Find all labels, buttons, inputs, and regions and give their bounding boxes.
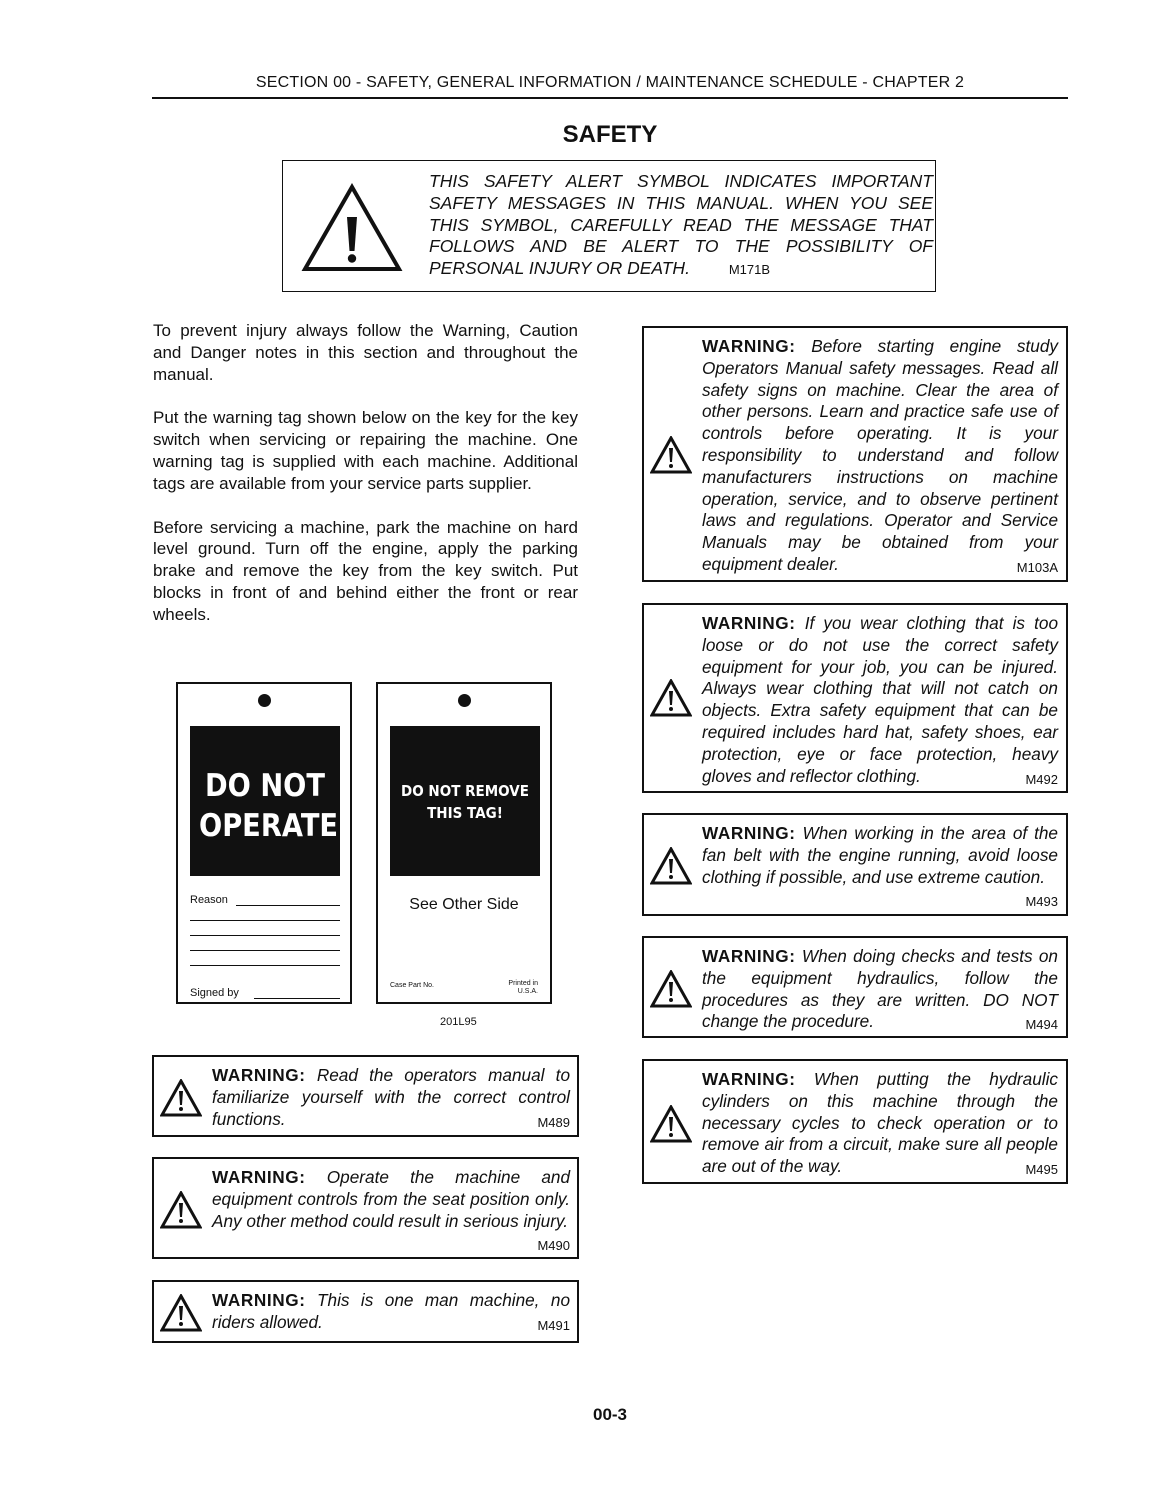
tag-back bbox=[376, 682, 552, 1004]
warning-message: When working in the area of the fan belt with the engine running, avoid loose clothing if possible, and use extreme caution. bbox=[702, 823, 1058, 887]
tag-reason-label: Reason bbox=[190, 894, 228, 906]
tag-front-title bbox=[199, 766, 339, 846]
warning-tag-figure bbox=[176, 682, 552, 1012]
tag-see-other-side: See Other Side bbox=[409, 896, 519, 913]
tag-line bbox=[190, 920, 340, 921]
warning-code: M491 bbox=[537, 1317, 570, 1333]
warning-box-m490 bbox=[152, 1157, 579, 1259]
warning-box-m492 bbox=[642, 603, 1068, 793]
warning-triangle-icon bbox=[160, 1079, 202, 1117]
tag-line bbox=[190, 935, 340, 936]
warning-message: If you wear clothing that is too loose or do not use the correct safety equipment for your job, you can be injured. Always wear clothing that will not catch on objects. Extra safety equipment that can be required includes hard hat, safety shoes, ear protection, eye or face protection, heavy gloves and reflector clothing. bbox=[702, 613, 1059, 786]
warning-box-m103a bbox=[642, 326, 1068, 582]
page-title: SAFETY bbox=[562, 121, 658, 148]
warning-triangle-icon bbox=[650, 1105, 692, 1143]
header-divider bbox=[152, 97, 1068, 99]
warning-label: WARNING: bbox=[212, 1167, 306, 1187]
warning-label: WARNING: bbox=[702, 1069, 796, 1089]
warning-box-m493 bbox=[642, 813, 1068, 916]
warning-box-m489 bbox=[152, 1055, 579, 1137]
warning-box-m494 bbox=[642, 936, 1068, 1038]
warning-text bbox=[702, 823, 1058, 913]
intro-paragraph-2: Put the warning tag shown below on the key for the key switch when servicing or repairing the machine. One warning tag is supplied with each machine. Additional tags are available from your service parts supplier. bbox=[153, 408, 578, 493]
intro-paragraph-1: To prevent injury always follow the Warning, Caution and Danger notes in this section and throughout the manual. bbox=[153, 321, 578, 384]
tag-back-title bbox=[398, 780, 533, 824]
tag-line bbox=[254, 998, 340, 999]
tag-hole bbox=[258, 694, 271, 707]
tag-front-title-line2: OPERATE bbox=[199, 808, 339, 844]
warning-message: When doing checks and tests on the equipment hydraulics, follow the procedures as they are written. DO NOT change the procedure. bbox=[702, 946, 1058, 1032]
tag-line bbox=[190, 965, 340, 966]
warning-triangle-icon bbox=[650, 970, 692, 1008]
tag-hole bbox=[458, 694, 471, 707]
warning-text bbox=[212, 1290, 570, 1337]
warning-text bbox=[702, 336, 1058, 579]
tag-front bbox=[176, 682, 352, 1004]
warning-code: M495 bbox=[1025, 1162, 1058, 1178]
tag-back-black-panel bbox=[390, 726, 540, 876]
tag-printed-line1: Printed in bbox=[508, 980, 538, 987]
warning-label: WARNING: bbox=[212, 1290, 306, 1310]
tag-printed-in bbox=[508, 980, 538, 996]
tag-part-no: Case Part No. bbox=[390, 982, 434, 989]
alert-message-text: THIS SAFETY ALERT SYMBOL INDICATES IMPORTANT SAFETY MESSAGES IN THIS MANUAL. WHEN YOU SEE THIS SYMBOL, CAREFULLY READ THE MESSAGE THAT FOLLOWS AND BE ALERT TO THE POSSIBILITY OF PERSONAL INJURY OR DEATH. bbox=[429, 171, 933, 279]
warning-triangle-icon bbox=[160, 1294, 202, 1332]
warning-box-m491 bbox=[152, 1280, 579, 1343]
warning-message: This is one man machine, no riders allowed. bbox=[212, 1290, 571, 1332]
figure-code: 201L95 bbox=[440, 1016, 477, 1028]
warning-code: M489 bbox=[537, 1114, 570, 1130]
page-number: 00-3 bbox=[592, 1405, 628, 1424]
tag-front-title-line1: DO NOT bbox=[205, 768, 325, 804]
warning-message: When putting the hydraulic cylinders on this machine through the necessary cycles to check operation or to remove air from a circuit, make sure all people are out of the way. bbox=[702, 1069, 1058, 1177]
warning-message: Operate the machine and equipment controls from the seat position only. Any other method could result in serious injury. bbox=[212, 1167, 571, 1231]
warning-message: Read the operators manual to familiarize yourself with the correct control functions. bbox=[212, 1065, 571, 1129]
tag-front-black-panel bbox=[190, 726, 340, 876]
alert-code: M171B bbox=[728, 262, 771, 278]
tag-back-title-line1: DO NOT REMOVE bbox=[401, 782, 529, 800]
warning-code: M490 bbox=[537, 1238, 570, 1254]
warning-label: WARNING: bbox=[702, 946, 796, 966]
warning-label: WARNING: bbox=[702, 613, 796, 633]
warning-code: M493 bbox=[1025, 894, 1058, 910]
warning-text bbox=[212, 1065, 570, 1133]
tag-printed-line2: U.S.A. bbox=[517, 988, 538, 995]
warning-label: WARNING: bbox=[702, 336, 796, 356]
warning-text bbox=[212, 1167, 570, 1257]
tag-line bbox=[236, 905, 340, 906]
intro-text bbox=[153, 320, 578, 648]
warning-text bbox=[702, 946, 1058, 1036]
warning-triangle-icon bbox=[160, 1191, 202, 1229]
intro-paragraph-3: Before servicing a machine, park the machine on hard level ground. Turn off the engine, apply the parking brake and remove the key from the key switch. Put blocks in front of and behind either the front or rear wheels. bbox=[153, 517, 578, 624]
warning-text bbox=[702, 613, 1058, 790]
tag-signed-label: Signed by bbox=[190, 987, 239, 999]
tag-line bbox=[190, 950, 340, 951]
warning-code: M103A bbox=[1016, 559, 1058, 575]
warning-code: M494 bbox=[1025, 1017, 1058, 1033]
warning-text bbox=[702, 1069, 1058, 1181]
tag-back-title-line2: THIS TAG! bbox=[427, 804, 503, 822]
warning-message: Before starting engine study Operators Manual safety messages. Read all safety signs on machine. Clear the area of other persons. Learn and practice safe use of controls before operating. It is your responsibility to understand and follow manufacturers instructions on machine operation, service, and to observe pertinent laws and regulations. Operator and Service Manuals may be obtained from your equipment dealer. bbox=[702, 336, 1058, 574]
warning-box-m495 bbox=[642, 1059, 1068, 1184]
warning-label: WARNING: bbox=[702, 823, 796, 843]
alert-message bbox=[429, 171, 933, 281]
warning-triangle-icon bbox=[650, 847, 692, 885]
safety-alert-box bbox=[282, 160, 936, 292]
warning-triangle-icon bbox=[650, 679, 692, 717]
section-header: SECTION 00 - SAFETY, GENERAL INFORMATION / MAINTENANCE SCHEDULE - CHAPTER 2 bbox=[255, 74, 965, 91]
warning-triangle-icon bbox=[650, 436, 692, 474]
warning-code: M492 bbox=[1025, 771, 1058, 787]
warning-label: WARNING: bbox=[212, 1065, 306, 1085]
safety-alert-triangle-icon bbox=[301, 183, 403, 273]
